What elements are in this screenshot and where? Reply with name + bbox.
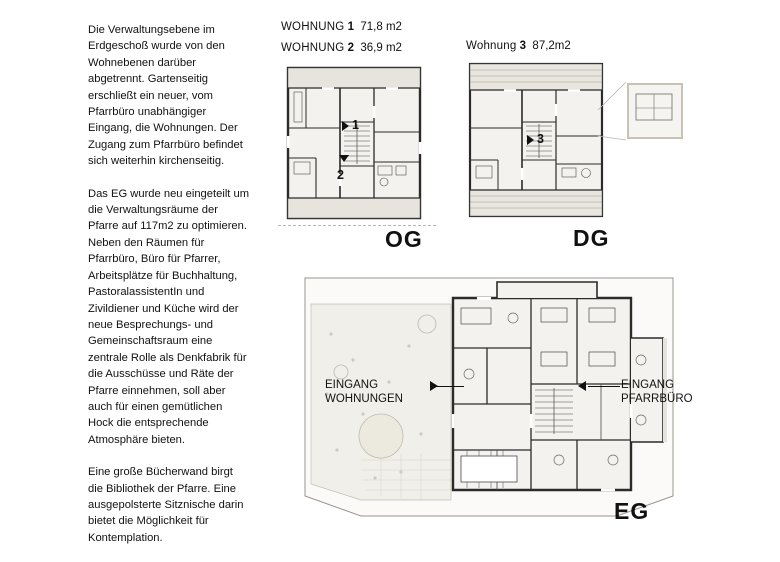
og-marker-2: 2	[337, 168, 344, 182]
dg-plan-drawing	[470, 64, 602, 216]
paragraph-2: Das EG wurde neu eingeteilt um die Verwaltungsräume der Pfarre auf 117m2 zu optimieren. Neben den Räumen für Pfarrbüro, Büro für Pfarrer, Arbeitsplätze für Buchhaltung, PastoralassistentIn und Zivildiener und Küche wird der neue Besprechungs- und Gemeinschaftsraum eine zentrale Rolle als Denkfabrik für die Ausschüsse und Räte der Pfarre einnehmen, soll aber auch für einen gemütlichen Hock die entsprechende Atmosphäre bieten.	[88, 187, 250, 446]
legend-2-area: 36,9 m2	[360, 42, 402, 54]
entrance-pfarrbuero-line1: EINGANG	[621, 379, 675, 391]
og-plan-drawing	[287, 68, 421, 218]
dg-floorplan	[464, 60, 608, 224]
paragraph-1: Die Verwaltungsebene im Erdgeschoß wurde von den Wohnebenen darüber abgetrennt. Gartenseitig erschließt ein neuer, vom Pfarrbüro unabhängiger Eingang, die Wohnungen. Der Zugang zum Pfarrbüro befindet sich weiterhin kirchenseitig.	[88, 24, 243, 168]
entrance-wohnungen-leader	[436, 386, 464, 387]
entrance-pfarrbuero-arrow-icon	[578, 381, 586, 391]
legend-1-name: WOHNUNG	[281, 21, 345, 33]
legend-1-number: 1	[347, 21, 354, 33]
dg-detail-leader-lines	[596, 62, 688, 162]
dg-marker-3: 3	[537, 132, 544, 146]
entrance-pfarrbuero-line2: PFARRBÜRO	[621, 393, 693, 405]
dg-marker-3-arrow	[527, 135, 534, 145]
legend-wohnung-1	[281, 21, 402, 33]
legend-wohnung-3	[466, 40, 571, 52]
og-marker-2-arrow	[339, 155, 349, 162]
og-floorplan	[278, 62, 436, 225]
legend-wohnung-2	[281, 42, 402, 54]
entrance-pfarrbuero-leader	[588, 386, 620, 387]
legend-3-area: 87,2m2	[532, 40, 571, 52]
legend-2-name: WOHNUNG	[281, 42, 345, 54]
description-text-column	[88, 22, 250, 562]
og-marker-1: 1	[352, 118, 359, 132]
legend-3-number: 3	[519, 40, 527, 52]
entrance-wohnungen-line1: EINGANG	[325, 379, 379, 391]
og-marker-1-arrow	[342, 121, 349, 131]
legend-1-area: 71,8 m2	[360, 21, 402, 33]
entrance-wohnungen-arrow-icon	[430, 381, 438, 391]
legend-3-name: Wohnung	[466, 40, 517, 52]
eg-plan-label: EG	[614, 498, 650, 524]
og-plan-label: OG	[385, 226, 423, 252]
paragraph-3: Eine große Bücherwand birgt die Bibliothek der Pfarre. Eine ausgepolsterte Sitznische darin bietet die Möglichkeit für Kontemplation.	[88, 466, 244, 544]
entrance-pfarrbuero-label	[621, 378, 693, 406]
legend-2-number: 2	[347, 42, 354, 54]
entrance-wohnungen-label	[325, 378, 403, 406]
dg-plan-label: DG	[573, 225, 610, 251]
entrance-wohnungen-line2: WOHNUNGEN	[325, 393, 403, 405]
